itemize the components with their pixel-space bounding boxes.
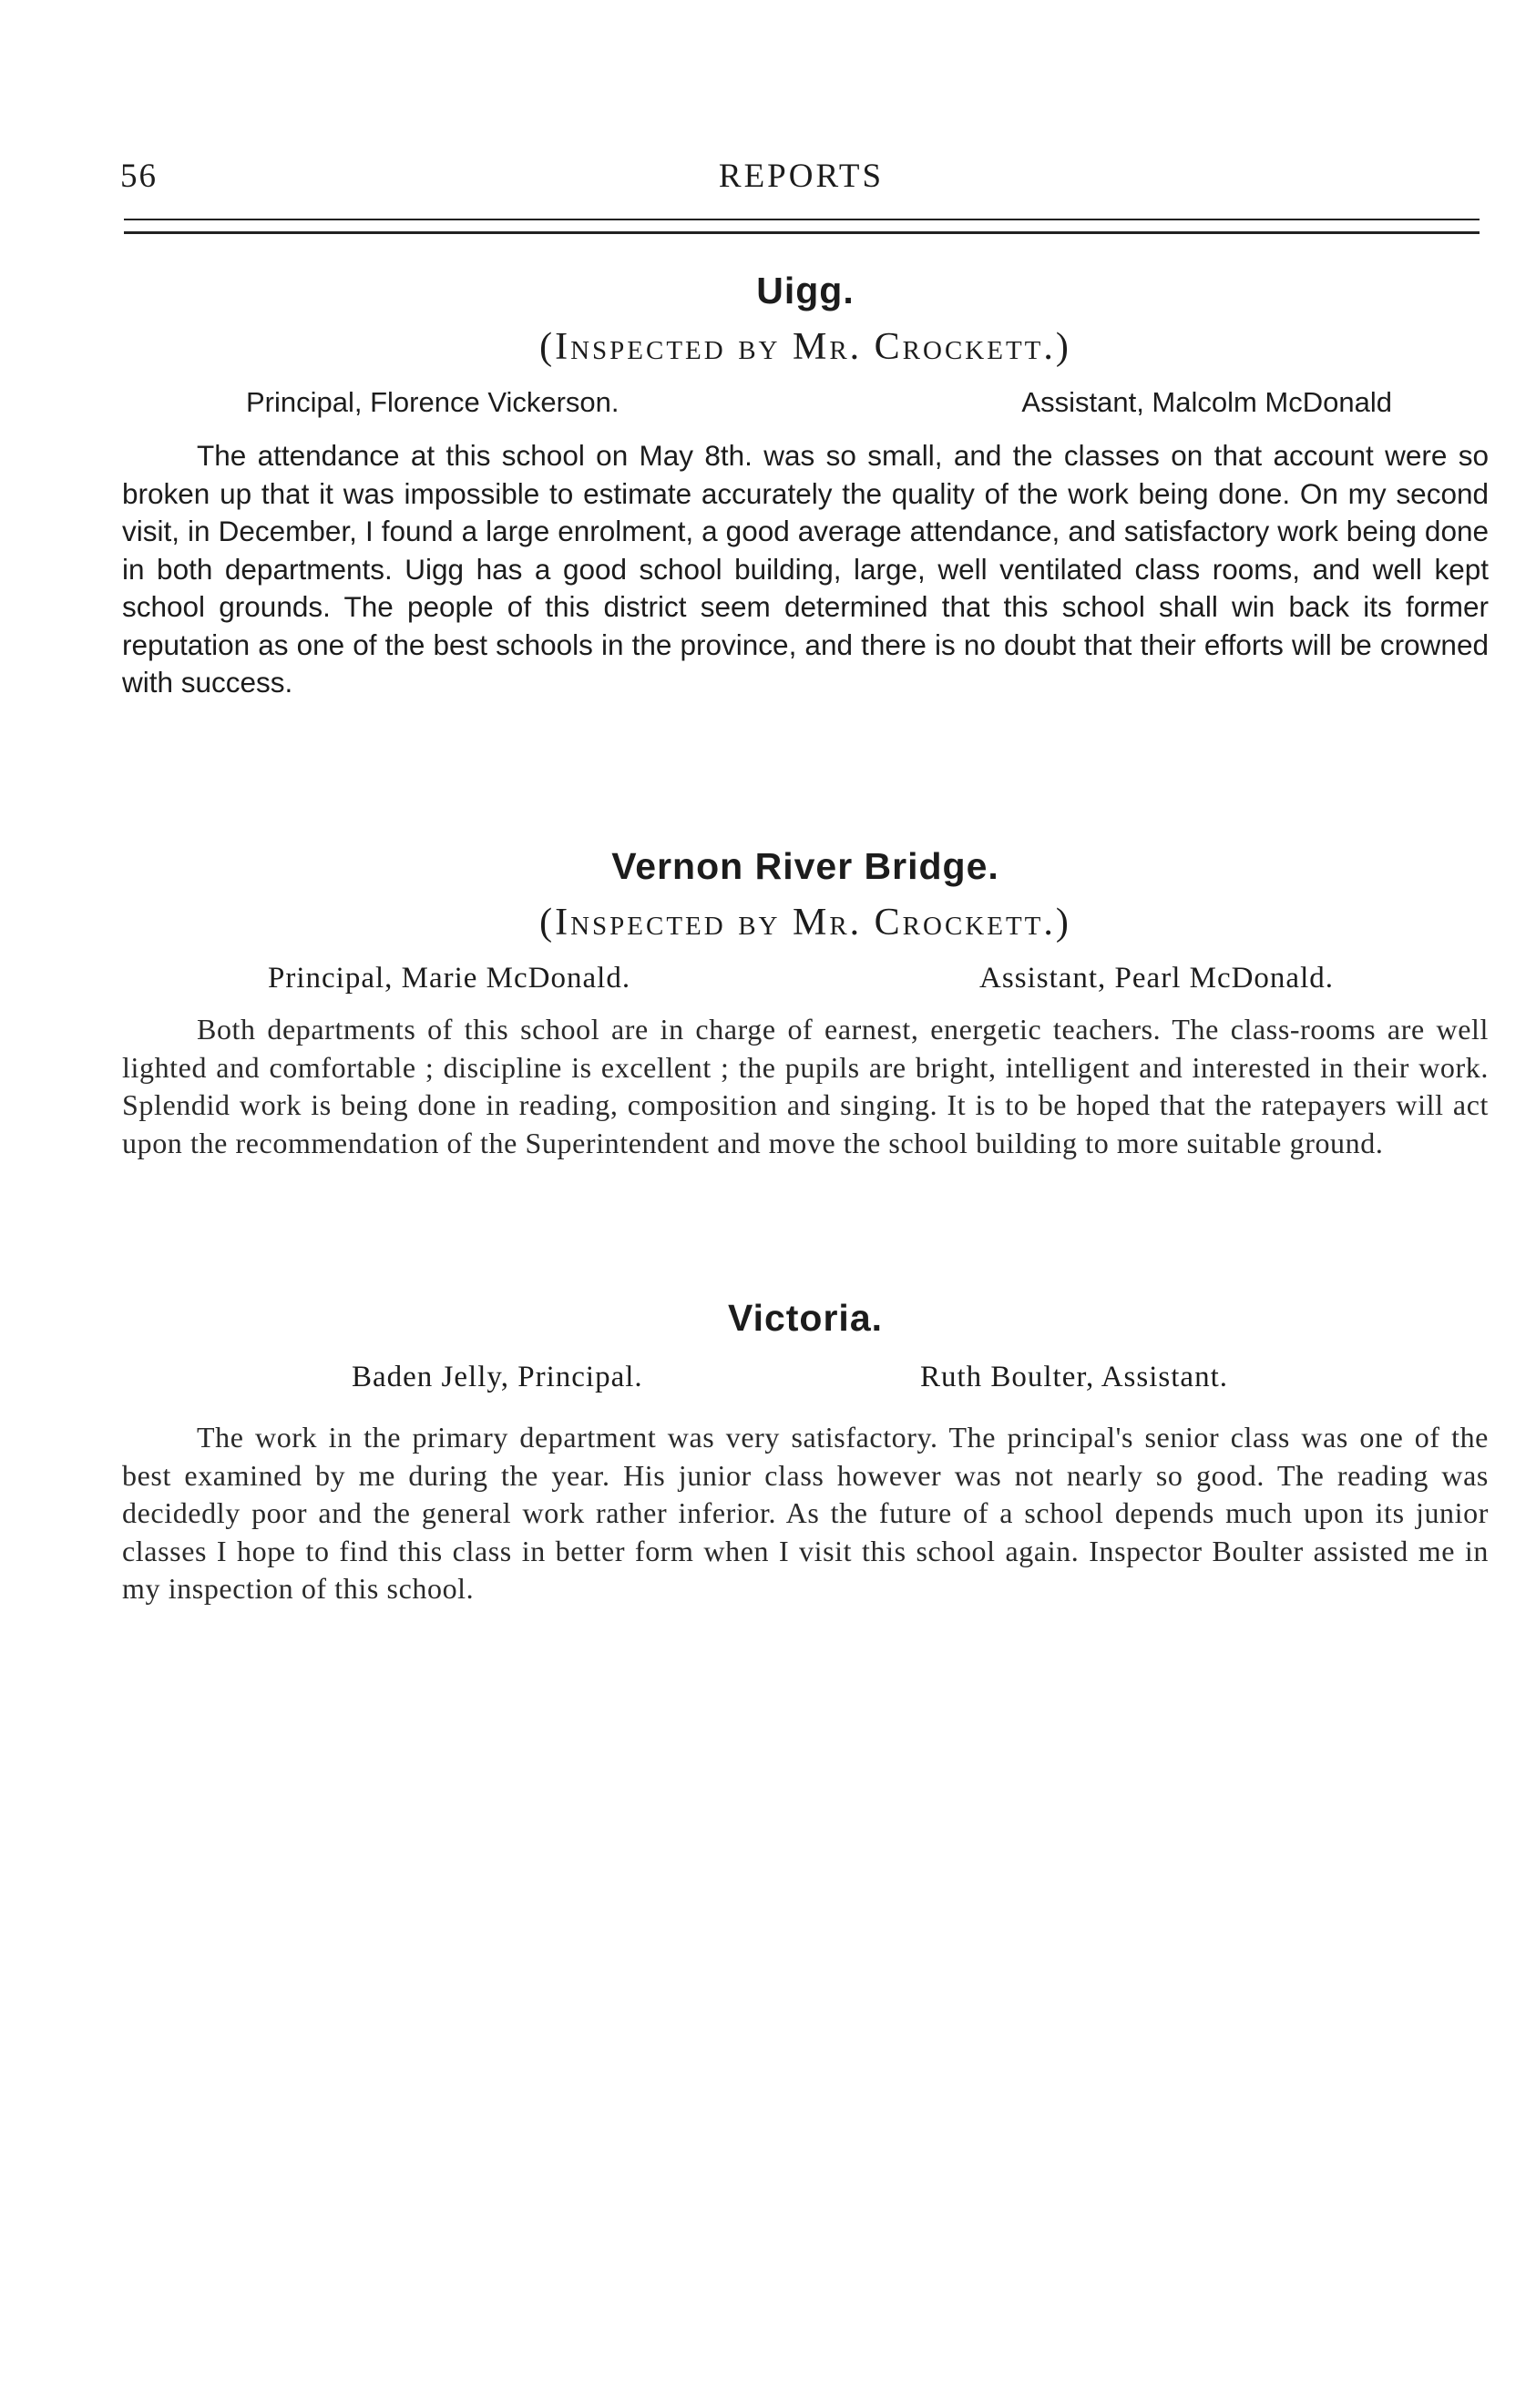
principal-name: Baden Jelly, Principal. xyxy=(352,1361,643,1393)
staff-line xyxy=(122,1352,1489,1403)
inspected-by: (Inspected by Mr. Crockett.) xyxy=(539,902,1071,944)
section-vernon-river-bridge xyxy=(122,840,1489,1162)
principal-name: Principal, Marie McDonald. xyxy=(268,962,631,995)
section-paragraph: Both departments of this school are in charge of earnest, energetic teachers. The class-rooms are well lighted and comfortable ; discipline is excellent ; the pupils are bright, intelligent and interested in their work. Splendid work is being done in reading, composition and singing. It is to be hoped that the ratepayers will act upon the recommendation of the Superintendent and move the school building to more suitable ground. xyxy=(122,1013,1489,1159)
running-header xyxy=(120,157,1482,202)
header-rule xyxy=(124,219,1480,234)
running-title: REPORTS xyxy=(718,158,885,195)
section-paragraph: The attendance at this school on May 8th. was so small, and the classes on that account were so broken up that it was impossible to estimate accurately the quality of the work being done. On my second visit, in December, I found a large enrolment, a good average attendance, and satisfactory work being done in both departments. Uigg has a good school building, large, well ventilated class rooms, and well kept school grounds. The people of this district seem determined that this school shall win back its former reputation as one of the best schools in the province, and there is no doubt that their efforts will be crowned with success. xyxy=(122,439,1489,699)
inspected-by: (Inspected by Mr. Crockett.) xyxy=(539,326,1071,368)
staff-line xyxy=(122,377,1489,428)
staff-line xyxy=(122,953,1489,1004)
section-heading: Victoria. xyxy=(727,1297,884,1339)
assistant-name: Assistant, Malcolm McDonald xyxy=(1021,386,1392,418)
assistant-name: Assistant, Pearl McDonald. xyxy=(979,962,1334,995)
section-heading: Vernon River Bridge. xyxy=(611,845,999,887)
section-victoria xyxy=(122,1291,1489,1608)
section-paragraph: The work in the primary department was very satisfactory. The principal's senior class was one of the best examined by me during the year. His junior class however was not nearly so good. The reading was decidedly poor and the general work rather inferior. As the future of a school depends much upon its junior classes I hope to find this class in better form when I visit this school again. Inspector Boulter assisted me in my inspection of this school. xyxy=(122,1421,1489,1605)
section-heading: Uigg. xyxy=(756,270,855,311)
assistant-name: Ruth Boulter, Assistant. xyxy=(919,1361,1228,1393)
principal-name: Principal, Florence Vickerson. xyxy=(246,386,620,418)
section-uigg xyxy=(122,264,1489,702)
page-number: 56 xyxy=(120,158,158,195)
